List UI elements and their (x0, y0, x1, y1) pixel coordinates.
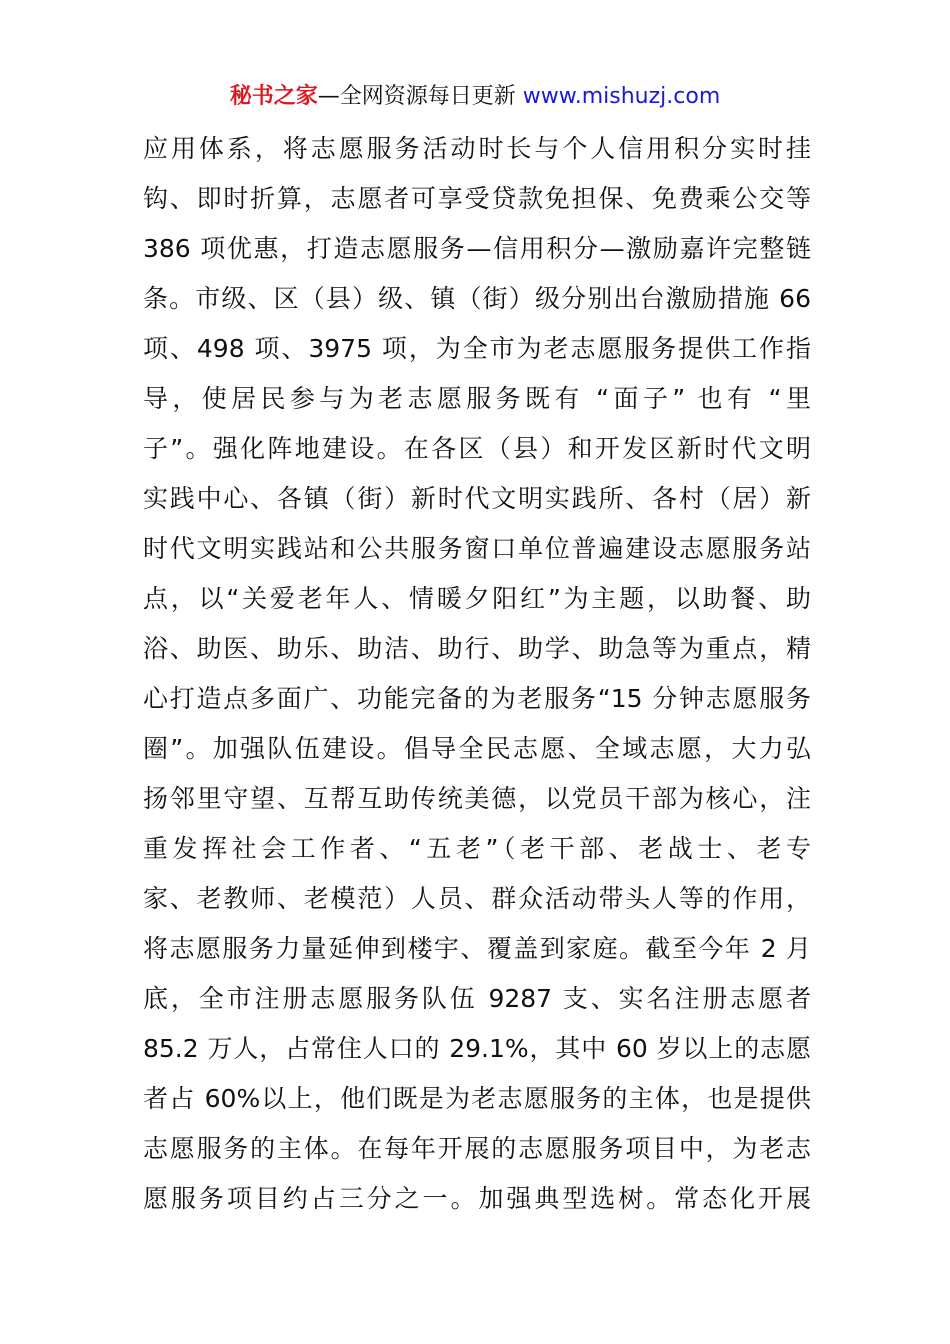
text-line: 85.2 万人，占常住人口的 29.1%，其中 60 岁以上的志愿 (143, 1034, 811, 1063)
header-tagline: —全网资源每日更新 (317, 84, 523, 109)
text-line: 将志愿服务力量延伸到楼宇、覆盖到家庭。截至今年 2 月 (143, 934, 811, 963)
text-line: 项、498 项、3975 项，为全市为老志愿服务提供工作指 (143, 334, 811, 363)
text-line: 圈”。加强队伍建设。倡导全民志愿、全域志愿，大力弘 (143, 734, 811, 763)
text-line: 浴、助医、助乐、助洁、助行、助学、助急等为重点，精 (143, 634, 811, 663)
text-line: 重发挥社会工作者、“五老”（老干部、老战士、老专 (143, 834, 811, 863)
brand-name: 秘书之家 (229, 84, 318, 109)
body-paragraph (143, 124, 811, 1224)
text-line: 条。市级、区（县）级、镇（街）级分别出台激励措施 66 (143, 284, 811, 313)
text-line: 扬邻里守望、互帮互助传统美德，以党员干部为核心，注 (143, 784, 811, 813)
text-line: 386 项优惠，打造志愿服务—信用积分—激励嘉许完整链 (143, 234, 811, 263)
text-line: 志愿服务的主体。在每年开展的志愿服务项目中，为老志 (143, 1134, 811, 1163)
text-line: 点，以“关爱老年人、情暖夕阳红”为主题，以助餐、助 (143, 584, 811, 613)
text-line: 愿服务项目约占三分之一。加强典型选树。常态化开展 (143, 1184, 811, 1213)
text-line: 时代文明实践站和公共服务窗口单位普遍建设志愿服务站 (143, 534, 811, 563)
text-line: 底，全市注册志愿服务队伍 9287 支、实名注册志愿者 (143, 984, 811, 1013)
text-line: 应用体系，将志愿服务活动时长与个人信用积分实时挂 (143, 134, 811, 163)
text-line: 子”。强化阵地建设。在各区（县）和开发区新时代文明 (143, 434, 811, 463)
site-url-link[interactable]: www.mishuzj.com (522, 84, 721, 109)
text-line: 家、老教师、老模范）人员、群众活动带头人等的作用， (143, 884, 811, 913)
text-line: 心打造点多面广、功能完备的为老服务“15 分钟志愿服务 (143, 684, 811, 713)
site-header (0, 82, 950, 112)
text-line: 者占 60%以上，他们既是为老志愿服务的主体，也是提供 (143, 1084, 811, 1113)
text-line: 钩、即时折算，志愿者可享受贷款免担保、免费乘公交等 (143, 184, 811, 213)
text-line: 导，使居民参与为老志愿服务既有 “面子” 也有 “里 (143, 384, 811, 413)
text-line: 实践中心、各镇（街）新时代文明实践所、各村（居）新 (143, 484, 811, 513)
